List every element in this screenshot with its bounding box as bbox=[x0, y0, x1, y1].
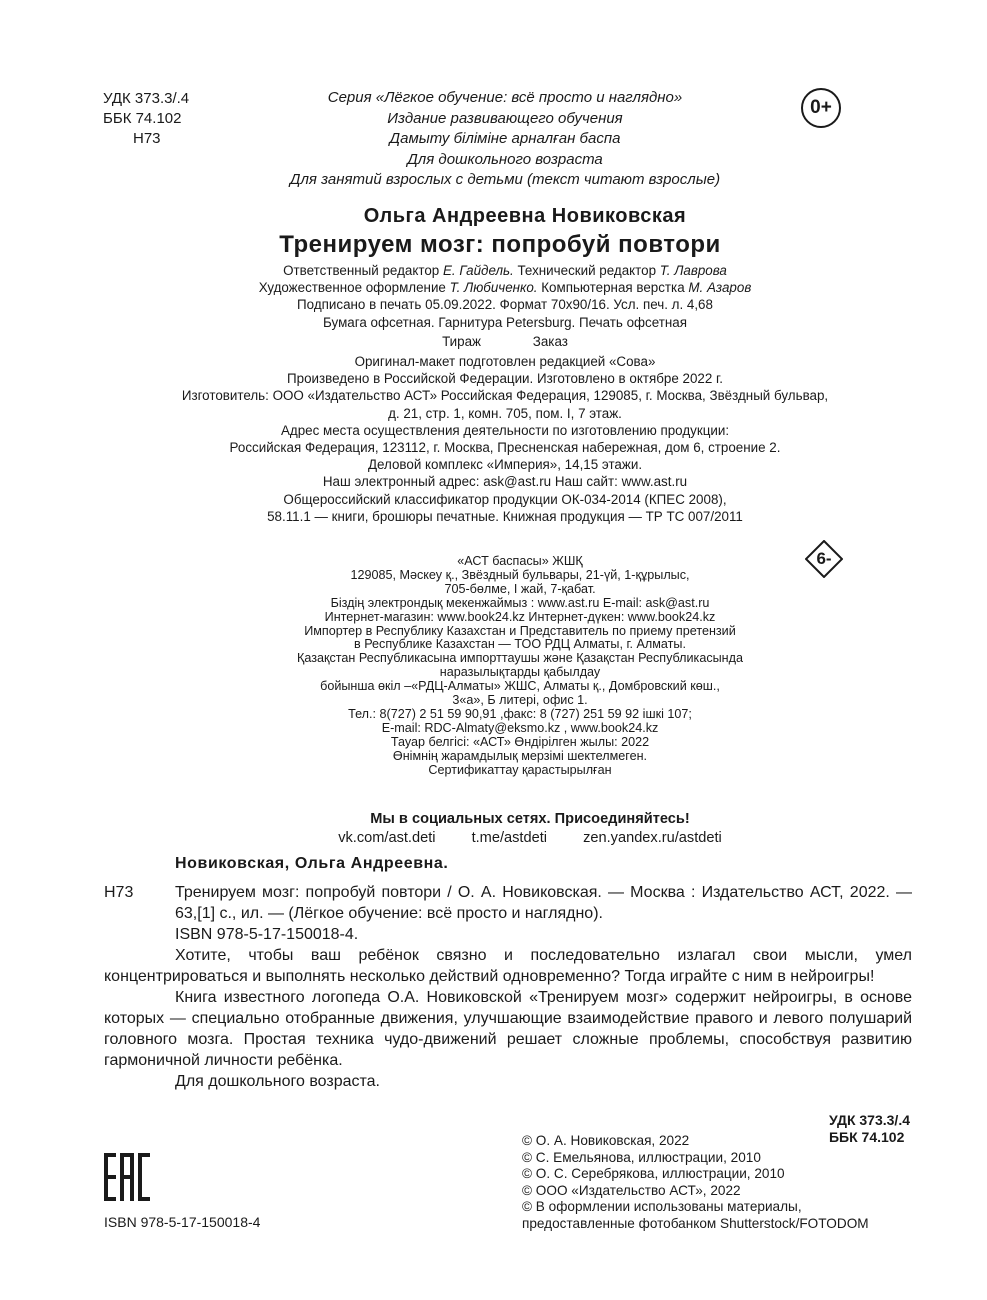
kz-line: Тел.: 8(727) 2 51 59 90,91 ,факс: 8 (727) 251 59 92 ішкі 107; bbox=[348, 706, 692, 721]
bbk-code-bottom: ББК 74.102 bbox=[828, 1129, 905, 1145]
kz-line: 705-бөлме, I жай, 7-қабат. bbox=[444, 581, 596, 596]
paper-info: Бумага офсетная. Гарнитура Petersburg. Печать офсетная bbox=[323, 314, 687, 330]
imprint-line: Адрес места осуществления деятельности по изготовлению продукции: bbox=[280, 422, 730, 438]
kz-line: Біздің электрондық мекенжаймыз : www.ast.ru E-mail: ask@ast.ru bbox=[330, 595, 710, 610]
catalog-isbn: ISBN 978-5-17-150018-4. bbox=[175, 926, 359, 943]
copyright-line: © О. С. Серебрякова, иллюстрации, 2010 bbox=[522, 1166, 785, 1182]
bbk-code: ББК 74.102 bbox=[103, 110, 182, 127]
imprint-line: Наш электронный адрес: ask@ast.ru Наш сайт: www.ast.ru bbox=[322, 474, 688, 490]
description-paragraph: Книга известного логопеда О.А. Новиковской «Тренируем мозг» содержит нейроигры, в основе которых — специально отобранные движения, улучшающие взаимодействие правого и левого полушарий головного мозга. Простая техника чудо-движений решает сложные проблемы, способствуя развитию гармоничной личности ребёнка. bbox=[104, 989, 912, 1069]
copyright-block bbox=[522, 1133, 869, 1233]
tirazh-label: Тираж bbox=[442, 333, 482, 349]
udk-code: УДК 373.3/.4 bbox=[103, 90, 190, 107]
udk-code-bottom: УДК 373.3/.4 bbox=[828, 1112, 910, 1128]
copyright-line: © В оформлении использованы материалы, bbox=[522, 1199, 802, 1215]
kz-line: Өнімнің жарамдылық мерзімі шектелмеген. bbox=[392, 748, 648, 763]
imprint-line: Произведено в Российской Федерации. Изготовлено в октябре 2022 г. bbox=[287, 371, 723, 387]
telegram-link[interactable]: t.me/astdeti bbox=[471, 830, 548, 846]
kz-line: Интернет-магазин: www.book24.kz Интернет-дүкен: www.book24.kz bbox=[324, 609, 716, 624]
classification-top bbox=[103, 89, 189, 149]
catalog-entry: Тренируем мозг: попробуй повтори / О. А. Новиковская. — Москва : Издательство АСТ, 2022. — 63,[1] с., ил. — (Лёгкое обучение: всё просто и наглядно). bbox=[175, 884, 912, 922]
imprint-block bbox=[110, 262, 900, 525]
age-rating-badge: 0+ bbox=[801, 88, 841, 128]
series-line: Для дошкольного возраста bbox=[407, 150, 603, 168]
description-paragraph: Хотите, чтобы ваш ребёнок связно и последовательно излагал свои мысли, умел концентрироваться и выполнять несколько действий одновременно? Тогда играйте с ним в нейроигры! bbox=[104, 947, 912, 985]
series-line: Серия «Лёгкое обучение: всё просто и наглядно» bbox=[327, 89, 683, 106]
zakaz-label: Заказ bbox=[532, 333, 568, 349]
author-mark: Н73 bbox=[133, 130, 161, 147]
series-line: Издание развивающего обучения bbox=[387, 109, 623, 127]
imprint-line: Российская Федерация, 123112, г. Москва, Пресненская набережная, дом 6, строение 2. bbox=[229, 440, 781, 456]
eac-conformity-icon bbox=[104, 1153, 150, 1201]
catalog-description bbox=[104, 945, 912, 1092]
eac-logo-icon bbox=[104, 1153, 150, 1201]
book-author: Ольга Андреевна Новиковская bbox=[363, 205, 687, 227]
social-heading: Мы в социальных сетях. Присоединяйтесь! bbox=[370, 811, 690, 827]
catalog-code: Н73 bbox=[104, 884, 134, 901]
kz-line: Сертификаттау қарастырылған bbox=[428, 762, 612, 777]
kz-line: «АСТ баспасы» ЖШҚ bbox=[457, 554, 583, 568]
kz-importer-block bbox=[200, 555, 840, 778]
imprint-line: Деловой комплекс «Империя», 14,15 этажи. bbox=[367, 457, 643, 473]
kz-line: бойынша өкіл –«РДЦ-Алматы» ЖШС, Алматы қ., Домбровский көш., bbox=[320, 679, 720, 694]
age-restriction-diamond bbox=[805, 540, 843, 578]
kz-line: наразылықтарды қабылдау bbox=[439, 665, 601, 680]
kz-line: 3«а», Б литері, офис 1. bbox=[452, 693, 588, 708]
kz-line: 129085, Мәскеу қ., Звёздный бульвары, 21-үй, 1-құрылыс, bbox=[350, 567, 690, 582]
social-block bbox=[240, 810, 820, 848]
kz-line: в Республике Казахстан — ТОО РДЦ Алматы, г. Алматы. bbox=[354, 637, 686, 652]
series-line: Дамыту біліміне арналған баспа bbox=[389, 130, 621, 147]
run-order-line bbox=[110, 333, 900, 350]
age-kz-label: 6- bbox=[816, 549, 832, 568]
vk-link[interactable]: vk.com/ast.deti bbox=[338, 830, 436, 846]
copyright-line: © О. А. Новиковская, 2022 bbox=[522, 1133, 690, 1148]
kz-line: E-mail: RDC-Almaty@eksmo.kz , www.book24.kz bbox=[381, 720, 659, 735]
kz-line: Импортер в Республику Казахстан и Представитель по приему претензий bbox=[304, 623, 736, 638]
copyright-line: предоставленные фотобанком Shutterstock/FOTODOM bbox=[522, 1215, 869, 1231]
design-line: Художественное оформление Т. Любиченко. Компьютерная верстка М. Азаров bbox=[258, 280, 752, 296]
kz-line: Қазақстан Республикасына импорттаушы және Қазақстан Республикасында bbox=[297, 651, 743, 666]
series-block bbox=[240, 88, 770, 191]
description-paragraph: Для дошкольного возраста. bbox=[175, 1073, 380, 1090]
imprint-line: Общероссийский классификатор продукции ОК-034-2014 (КПЕС 2008), bbox=[283, 491, 727, 507]
catalog-author: Новиковская, Ольга Андреевна. bbox=[175, 855, 449, 872]
kz-line: Тауар белгісі: «АСТ» Өндірілген жылы: 2022 bbox=[390, 734, 650, 749]
copyright-line: © ООО «Издательство АСТ», 2022 bbox=[522, 1182, 741, 1198]
series-line: Для занятий взрослых с детьми (текст читают взрослые) bbox=[289, 171, 721, 188]
book-title: Тренируем мозг: попробуй повтори bbox=[279, 231, 721, 258]
editors-line: Ответственный редактор Е. Гайдель. Технический редактор Т. Лаврова bbox=[283, 263, 727, 278]
imprint-line: Изготовитель: ООО «Издательство АСТ» Российская Федерация, 129085, г. Москва, Звёздный бульвар, bbox=[181, 388, 829, 404]
print-signed: Подписано в печать 05.09.2022. Формат 70x90/16. Усл. печ. л. 4,68 bbox=[297, 297, 713, 313]
imprint-line: Оригинал-макет подготовлен редакцией «Сова» bbox=[354, 354, 656, 370]
social-links bbox=[240, 829, 820, 848]
imprint-line: д. 21, стр. 1, комн. 705, пом. I, 7 этаж. bbox=[388, 405, 622, 421]
catalog-card bbox=[104, 853, 912, 1092]
zen-link[interactable]: zen.yandex.ru/astdeti bbox=[583, 830, 722, 846]
isbn-bottom: ISBN 978-5-17-150018-4 bbox=[104, 1214, 261, 1230]
imprint-line: 58.11.1 — книги, брошюры печатные. Книжная продукция — ТР ТС 007/2011 bbox=[267, 508, 743, 524]
copyright-line: © С. Емельянова, иллюстрации, 2010 bbox=[522, 1149, 761, 1165]
